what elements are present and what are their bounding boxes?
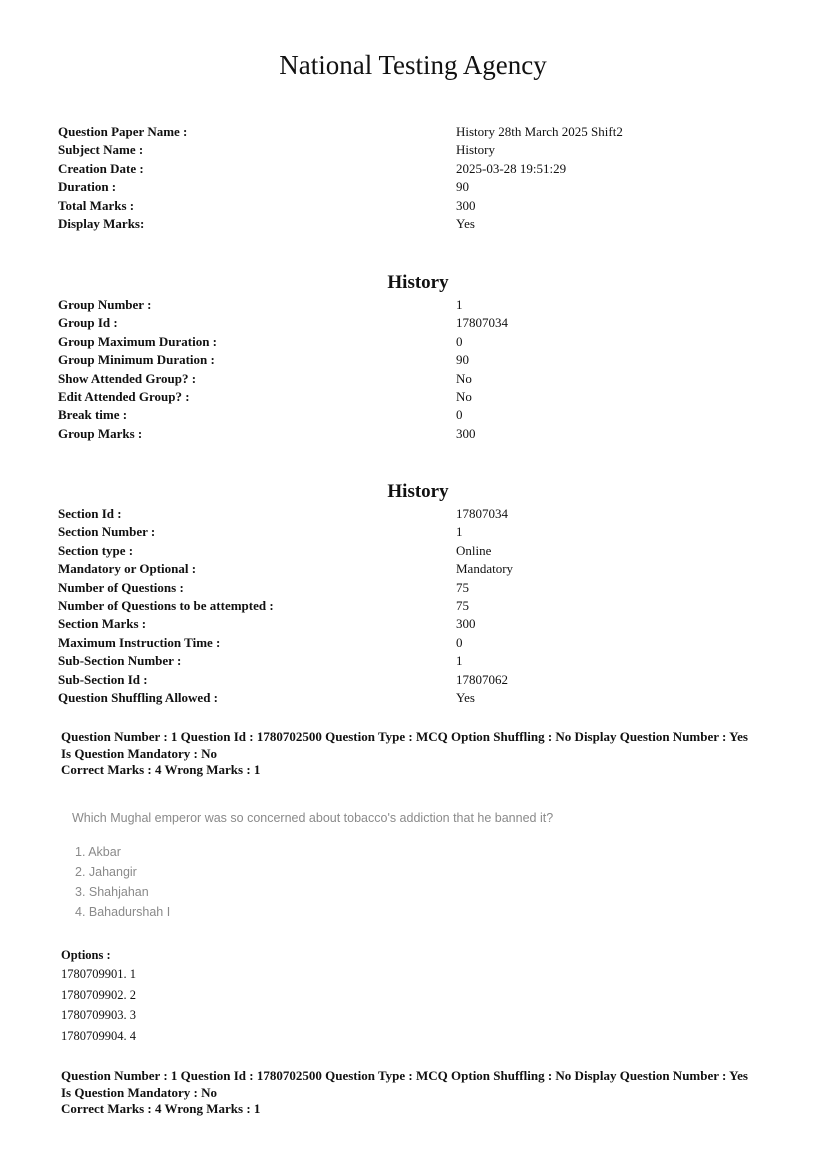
detail-row — [58, 370, 778, 388]
detail-value: Yes — [456, 689, 475, 705]
page-title: National Testing Agency — [279, 50, 547, 80]
detail-value: 90 — [456, 179, 469, 195]
question-text: Which Mughal emperor was so concerned about tobacco's addiction that he banned it? — [72, 811, 554, 825]
detail-value: 1 — [456, 297, 463, 312]
detail-value: 2025-03-28 19:51:29 — [456, 160, 567, 176]
detail-value: 1 — [456, 653, 463, 669]
detail-row — [58, 351, 778, 369]
detail-key: Creation Date : — [58, 160, 144, 176]
detail-value: 17807062 — [456, 671, 508, 687]
detail-value: 17807034 — [456, 506, 508, 521]
detail-key: Break time : — [58, 407, 128, 423]
detail-key: Edit Attended Group? : — [58, 388, 190, 404]
detail-value: 0 — [456, 634, 463, 650]
detail-key: Question Paper Name : — [58, 124, 188, 139]
detail-row — [58, 388, 778, 406]
detail-key: Group Number : — [58, 297, 152, 312]
detail-key: Display Marks: — [58, 215, 145, 231]
detail-row — [58, 160, 778, 178]
options-label: Options : — [61, 948, 111, 962]
choice-item: 1. Akbar — [75, 845, 121, 859]
section-title: History — [387, 481, 449, 502]
detail-value: 300 — [456, 616, 476, 632]
detail-key: Sub-Section Number : — [58, 653, 182, 669]
detail-row — [58, 542, 778, 560]
question-marks-line: Correct Marks : 4 Wrong Marks : 1 — [61, 1101, 261, 1116]
section-details — [58, 505, 778, 707]
detail-value: Yes — [456, 215, 475, 231]
question-marks-line: Correct Marks : 4 Wrong Marks : 1 — [61, 762, 261, 777]
detail-key: Number of Questions to be attempted : — [58, 597, 274, 613]
detail-value: 0 — [456, 407, 463, 423]
detail-row — [58, 333, 778, 351]
detail-row — [58, 579, 778, 597]
detail-key: Duration : — [58, 179, 117, 195]
detail-key: Number of Questions : — [58, 579, 184, 595]
detail-key: Group Maximum Duration : — [58, 333, 218, 349]
detail-key: Group Minimum Duration : — [58, 352, 215, 368]
question-header — [61, 1068, 781, 1118]
group-title: History — [387, 272, 449, 293]
detail-row — [58, 215, 778, 233]
detail-key: Section Number : — [58, 524, 156, 540]
detail-value: 90 — [456, 352, 469, 368]
detail-row — [58, 406, 778, 424]
detail-value: 300 — [456, 425, 476, 441]
question-header — [61, 729, 781, 779]
detail-key: Section type : — [58, 542, 134, 558]
detail-key: Total Marks : — [58, 197, 135, 213]
choice-item: 2. Jahangir — [75, 865, 137, 879]
paper-details — [58, 123, 778, 233]
detail-row — [58, 425, 778, 443]
choice-item: 3. Shahjahan — [75, 885, 149, 899]
detail-row — [58, 597, 778, 615]
detail-key: Sub-Section Id : — [58, 671, 148, 687]
detail-value: History 28th March 2025 Shift2 — [456, 124, 623, 139]
group-details — [58, 296, 778, 443]
option-item: 1780709902. 2 — [61, 987, 136, 1002]
detail-row — [58, 505, 778, 523]
detail-row — [58, 634, 778, 652]
detail-row — [58, 689, 778, 707]
detail-key: Group Marks : — [58, 425, 143, 441]
question-meta-line: Question Number : 1 Question Id : 1780702500 Question Type : MCQ Option Shuffling : No Display Question Number : Yes — [61, 1068, 748, 1083]
question-mandatory-line: Is Question Mandatory : No — [61, 745, 218, 761]
detail-value: 1 — [456, 524, 463, 540]
choice-list — [75, 842, 632, 922]
detail-row — [58, 141, 778, 159]
question-meta-line: Question Number : 1 Question Id : 1780702500 Question Type : MCQ Option Shuffling : No Display Question Number : Yes — [61, 729, 748, 744]
detail-value: 75 — [456, 579, 469, 595]
detail-value: Online — [456, 542, 492, 558]
detail-row — [58, 560, 778, 578]
detail-key: Show Attended Group? : — [58, 370, 197, 386]
detail-key: Mandatory or Optional : — [58, 561, 197, 577]
detail-key: Section Marks : — [58, 616, 147, 632]
choice-item: 4. Bahadurshah I — [75, 905, 171, 919]
detail-row — [58, 671, 778, 689]
option-item: 1780709903. 3 — [61, 1008, 136, 1022]
detail-value: 300 — [456, 197, 476, 213]
detail-key: Question Shuffling Allowed : — [58, 689, 219, 705]
detail-value: 0 — [456, 333, 463, 349]
question-image — [72, 808, 632, 922]
detail-value: No — [456, 370, 472, 386]
detail-row — [58, 296, 778, 314]
option-item: 1780709904. 4 — [61, 1028, 136, 1043]
detail-value: History — [456, 142, 495, 158]
detail-value: Mandatory — [456, 561, 514, 577]
detail-row — [58, 197, 778, 215]
detail-row — [58, 314, 778, 332]
detail-key: Section Id : — [58, 506, 122, 521]
detail-value: 75 — [456, 597, 469, 613]
detail-value: No — [456, 388, 472, 404]
detail-key: Group Id : — [58, 315, 118, 331]
detail-row — [58, 615, 778, 633]
detail-row — [58, 652, 778, 670]
options-block — [61, 946, 136, 1046]
detail-row — [58, 523, 778, 541]
detail-row — [58, 123, 778, 141]
detail-key: Maximum Instruction Time : — [58, 634, 221, 650]
detail-key: Subject Name : — [58, 142, 144, 158]
detail-row — [58, 178, 778, 196]
question-mandatory-line: Is Question Mandatory : No — [61, 1084, 218, 1100]
detail-value: 17807034 — [456, 315, 508, 331]
option-item: 1780709901. 1 — [61, 967, 136, 981]
